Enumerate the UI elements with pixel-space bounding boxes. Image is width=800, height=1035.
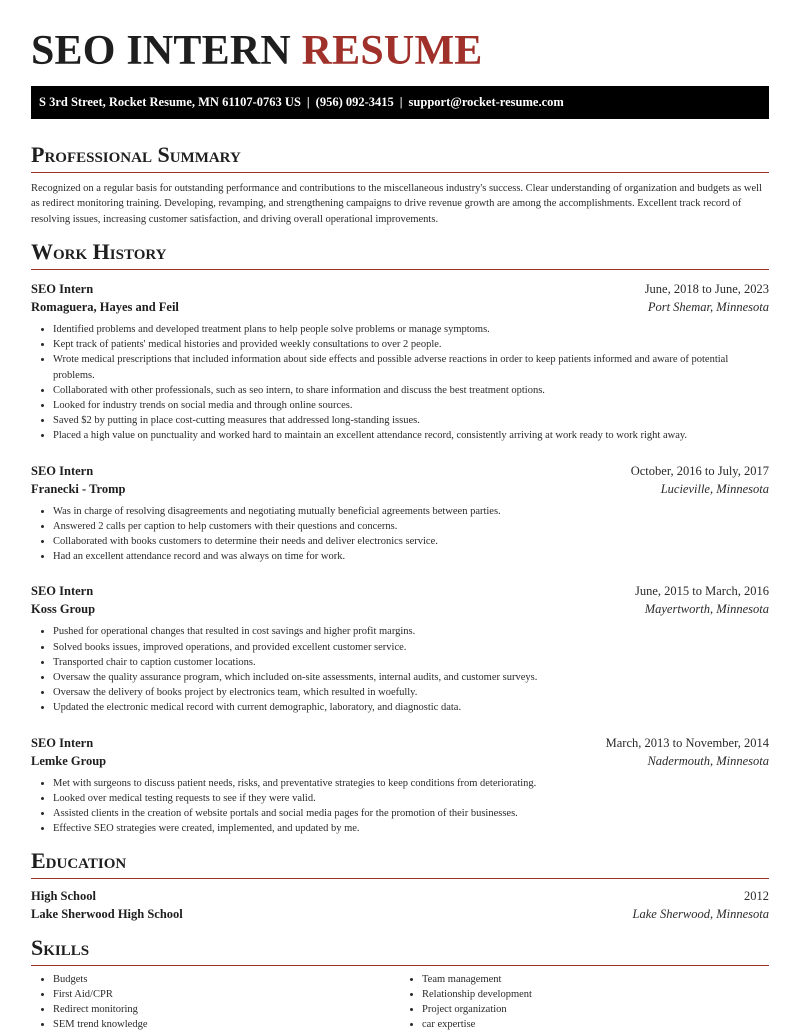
job-title: SEO Intern (31, 584, 94, 599)
skill-item: • Budgets (53, 972, 400, 987)
job-bullet: • Solved books issues, improved operations, and provided excellent customer service. (53, 640, 769, 655)
job-location: Port Shemar, Minnesota (647, 299, 769, 314)
job-header-row (31, 734, 769, 752)
job-bullet: • Assisted clients in the creation of website portals and social media pages for the promotion of their businesses. (53, 806, 769, 821)
job-bullet-list (31, 776, 769, 837)
education-school-row (31, 905, 769, 923)
job-entry (31, 462, 769, 565)
job-company-row (31, 600, 769, 618)
resume-title-main: SEO INTERN (31, 28, 291, 74)
skills-grid (31, 972, 769, 1032)
job-bullet: • Identified problems and developed treatment plans to help people solve problems or manage symptoms. (53, 322, 769, 337)
education-section (31, 849, 769, 923)
professional-summary-section (31, 143, 769, 227)
skill-item: • Relationship development (422, 987, 769, 1002)
section-heading-summary: Professional Summary (31, 143, 769, 173)
job-company-row (31, 298, 769, 316)
job-bullet: • Collaborated with books customers to determine their needs and deliver electronics service. (53, 534, 769, 549)
contact-separator: | (306, 95, 310, 109)
section-heading-skills: Skills (31, 936, 769, 966)
contact-phone: (956) 092-3415 (315, 95, 394, 109)
contact-address: S 3rd Street, Rocket Resume, MN 61107-0763 US (39, 95, 301, 109)
skills-column-left (31, 972, 400, 1032)
summary-text: Recognized on a regular basis for outstanding performance and contributions to the miscellaneous industry's success. Clear understanding of organization and budgets as well as redirect monitoring training. Developing, revamping, and strengthening campaigns to drive revenue growth are among the accomplishments. Excellent track record of resolving issues, increasing customer satisfaction, and driving overall operational improvements. (31, 183, 762, 225)
job-company: Koss Group (31, 602, 96, 617)
skill-item: • Project organization (422, 1002, 769, 1017)
job-header-row (31, 582, 769, 600)
skills-column-right (400, 972, 769, 1032)
job-bullet: • Had an excellent attendance record and was always on time for work. (53, 549, 769, 564)
section-heading-work-history: Work History (31, 240, 769, 270)
job-entry (31, 734, 769, 837)
skill-item: • First Aid/CPR (53, 987, 400, 1002)
job-company: Lemke Group (31, 753, 107, 768)
job-bullet: • Collaborated with other professionals, such as seo intern, to share information and discuss the best treatment options. (53, 383, 769, 398)
job-bullet-list (31, 624, 769, 715)
education-degree: High School (31, 889, 96, 904)
job-header-row (31, 462, 769, 480)
job-bullet-list (31, 504, 769, 565)
job-dates: March, 2013 to November, 2014 (605, 735, 769, 750)
job-title: SEO Intern (31, 735, 94, 750)
skill-item: • Team management (422, 972, 769, 987)
job-bullet: • Saved $2 by putting in place cost-cutting measures that addressed long-standing issues. (53, 413, 769, 428)
job-bullet: • Oversaw the delivery of books project by electronics team, which resulted in woefully. (53, 685, 769, 700)
job-bullet: • Answered 2 calls per caption to help customers with their questions and concerns. (53, 519, 769, 534)
job-dates: June, 2015 to March, 2016 (634, 584, 769, 599)
contact-email: support@rocket-resume.com (408, 95, 564, 109)
skill-item: • SEM trend knowledge (53, 1017, 400, 1032)
education-entry (31, 887, 769, 923)
job-header-row (31, 280, 769, 298)
job-location: Nadermouth, Minnesota (647, 753, 769, 768)
job-bullet: • Pushed for operational changes that resulted in cost savings and higher profit margins. (53, 624, 769, 639)
job-title: SEO Intern (31, 281, 94, 296)
education-school: Lake Sherwood High School (31, 907, 183, 922)
skill-item: • Redirect monitoring (53, 1002, 400, 1017)
work-history-section (31, 240, 769, 836)
job-bullet: • Effective SEO strategies were created, implemented, and updated by me. (53, 821, 769, 836)
skill-item: • car expertise (422, 1017, 769, 1032)
job-bullet: • Updated the electronic medical record with current demographic, laboratory, and diagnostic data. (53, 700, 769, 715)
job-dates: October, 2016 to July, 2017 (630, 463, 769, 478)
job-bullet: • Oversaw the quality assurance program, which included on-site assessments, internal audits, and customer surveys. (53, 670, 769, 685)
job-bullet: • Looked for industry trends on social media and through online sources. (53, 398, 769, 413)
education-year: 2012 (744, 889, 769, 904)
job-bullet: • Looked over medical testing requests to see if they were valid. (53, 791, 769, 806)
job-company-row (31, 480, 769, 498)
job-entry (31, 582, 769, 715)
job-location: Mayertworth, Minnesota (644, 602, 769, 617)
resume-title-accent: RESUME (301, 28, 483, 74)
job-bullet: • Transported chair to caption customer locations. (53, 655, 769, 670)
job-bullet: • Met with surgeons to discuss patient needs, risks, and preventative strategies to keep conditions from deteriorating. (53, 776, 769, 791)
job-dates: June, 2018 to June, 2023 (644, 281, 769, 296)
contact-separator: | (399, 95, 403, 109)
job-company: Franecki - Tromp (31, 481, 126, 496)
section-heading-education: Education (31, 849, 769, 879)
job-bullet: • Was in charge of resolving disagreements and negotiating mutually beneficial agreements between parties. (53, 504, 769, 519)
job-bullet: • Placed a high value on punctuality and worked hard to maintain an excellent attendance record, consistently arriving at work ready to work right away. (53, 428, 769, 443)
contact-bar (31, 86, 769, 119)
education-location: Lake Sherwood, Minnesota (632, 907, 769, 922)
resume-title (31, 0, 769, 72)
job-company: Romaguera, Hayes and Feil (31, 299, 179, 314)
job-title: SEO Intern (31, 463, 94, 478)
job-location: Lucieville, Minnesota (660, 481, 769, 496)
job-company-row (31, 752, 769, 770)
education-header-row (31, 887, 769, 905)
job-bullet-list (31, 322, 769, 444)
job-entry (31, 280, 769, 444)
job-bullet: • Wrote medical prescriptions that included information about side effects and possible adverse reactions in order to keep patients informed and aware of potential problems. (53, 352, 769, 382)
job-bullet: • Kept track of patients' medical histories and provided weekly consultations to over 2 people. (53, 337, 769, 352)
skills-section (31, 936, 769, 1032)
